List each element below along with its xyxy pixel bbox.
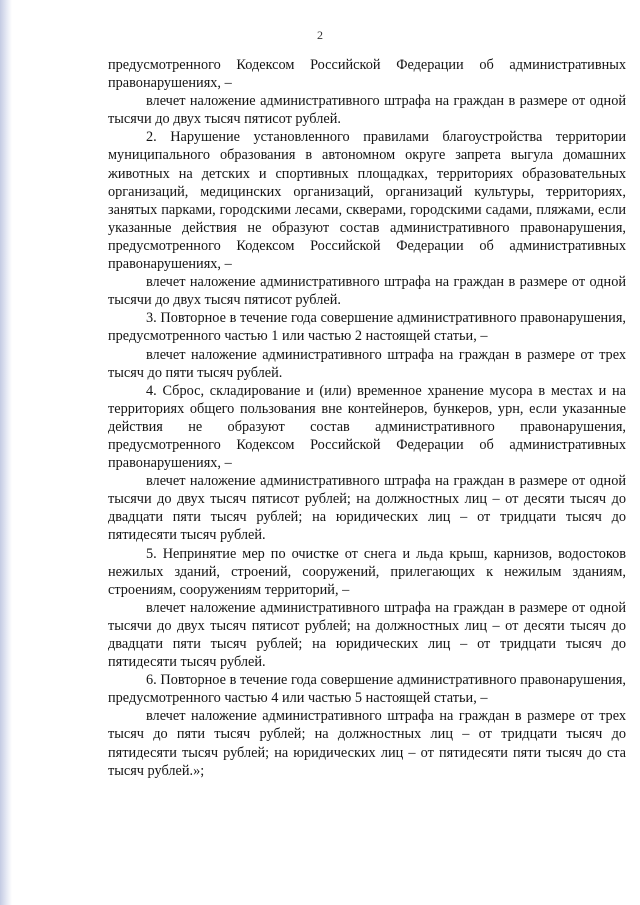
paragraph-penalty-3: влечет наложение административного штрафа на граждан в размере от трех тысяч до пяти тысяч рублей. bbox=[108, 346, 626, 381]
paragraph-part-4: 4. Сброс, складирование и (или) временное хранение мусора в местах и на территориях общего пользования вне контейнеров, бункеров, урн, если указанные действия не образуют состав административного правонарушения, предусмотренного Кодексом Российской Федерации об административных правонарушениях, – bbox=[108, 382, 626, 472]
paragraph-part-3: 3. Повторное в течение года совершение административного правонарушения, предусмотренного частью 1 или частью 2 настоящей статьи, – bbox=[108, 310, 626, 345]
paragraph-penalty-5: влечет наложение административного штрафа на граждан в размере от одной тысячи до двух тысяч пятисот рублей; на должностных лиц – от десяти тысяч до двадцати пяти тысяч рублей; на юридических лиц – от тридцати тысяч до пятидесяти тысяч рублей. bbox=[108, 599, 626, 671]
paragraph-part-5: 5. Непринятие мер по очистке от снега и льда крыш, карнизов, водостоков нежилых зданий, строений, сооружений, прилегающих к нежилым зданиям, строениям, сооружениям территорий, – bbox=[108, 545, 626, 598]
paragraph-penalty-4: влечет наложение административного штрафа на граждан в размере от одной тысячи до двух тысяч пятисот рублей; на должностных лиц – от десяти тысяч до двадцати пяти тысяч рублей; на юридических лиц – от тридцати тысяч до пятидесяти тысяч рублей. bbox=[108, 473, 626, 544]
paragraph-part-6: 6. Повторное в течение года совершение административного правонарушения, предусмотренного частью 4 или частью 5 настоящей статьи, – bbox=[108, 672, 626, 707]
paragraph-continuation: предусмотренного Кодексом Российской Федерации об административных правонарушениях, – bbox=[108, 57, 626, 92]
page-number: 2 bbox=[317, 28, 323, 42]
paragraph-penalty-6: влечет наложение административного штрафа на граждан в размере от трех тысяч до пяти тысяч рублей; на должностных лиц – от тридцати тысяч до пятидесяти тысяч рублей; на юридических лиц – от пятидесяти пяти тысяч до ста тысяч рублей.»; bbox=[108, 708, 626, 779]
paragraph-penalty-1: влечет наложение административного штрафа на граждан в размере от одной тысячи до двух тысяч пятисот рублей. bbox=[108, 93, 626, 128]
paragraph-penalty-2: влечет наложение административного штрафа на граждан в размере от одной тысячи до двух тысяч пятисот рублей. bbox=[108, 274, 626, 309]
paragraph-part-2: 2. Нарушение установленного правилами благоустройства территории муниципального образования в автономном округе запрета выгула домашних животных на детских и спортивных площадках, территориях образовательных организаций, медицинских организаций, организаций культуры, территориях, занятых парками, городскими лесами, скверами, городскими садами, пляжами, если указанные действия не образуют состав административного правонарушения, предусмотренного Кодексом Российской Федерации об административных правонарушениях, – bbox=[108, 129, 626, 273]
document-body bbox=[108, 56, 626, 780]
